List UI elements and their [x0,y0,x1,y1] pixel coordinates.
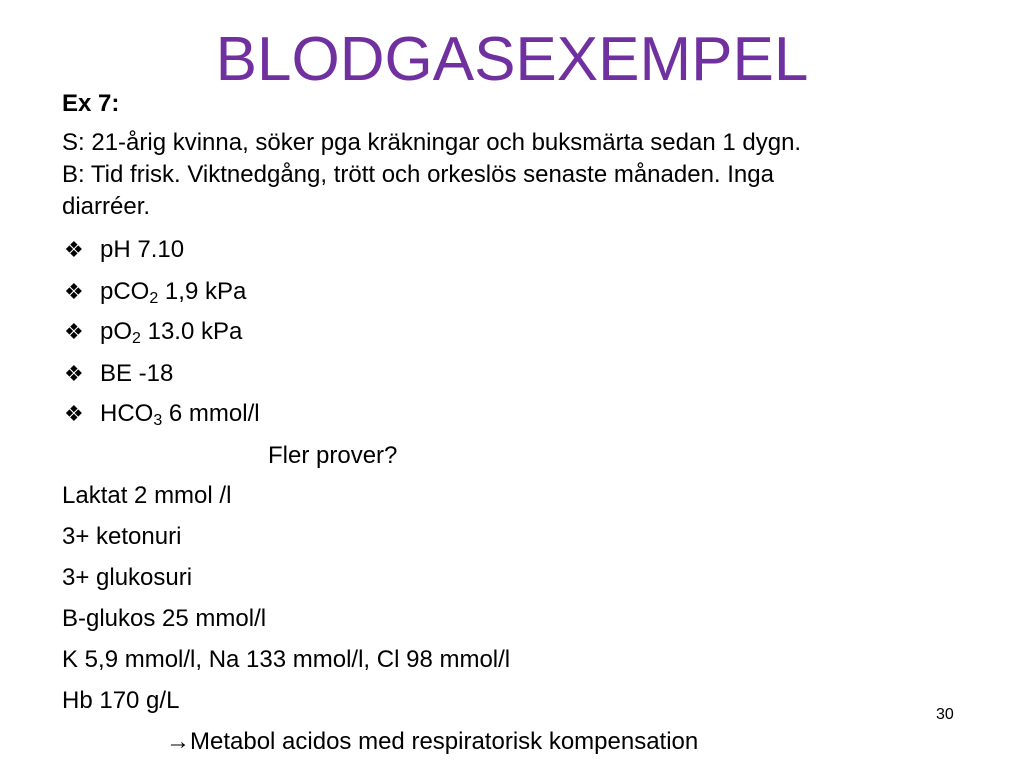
conclusion-text: Metabol acidos med respiratorisk kompensation [190,728,699,755]
case-line-history: B: Tid frisk. Viktnedgång, trött och orkeslös senaste månaden. Inga [62,161,774,188]
diamond-bullet-icon: ❖ [64,237,84,262]
lab-line-ketonuri: 3+ ketonuri [62,523,182,550]
diamond-bullet-icon: ❖ [64,361,84,386]
bullet-subscript: 3 [153,412,163,429]
bullet-value: 6 mmol/l [162,400,260,427]
lab-line-laktat: Laktat 2 mmol /l [62,482,232,509]
lab-line-glukosuri: 3+ glukosuri [62,564,193,591]
conclusion [166,726,698,758]
bullet-text: HCO [100,400,154,427]
bullet-po2 [64,316,242,348]
slide-title: BLODGASEXEMPEL [215,25,809,94]
lab-line-electrolytes: K 5,9 mmol/l, Na 133 mmol/l, Cl 98 mmol/l [62,646,511,673]
case-line-history-cont: diarréer. [62,193,151,220]
bullet-be [64,358,173,390]
bullet-value: 1,9 kPa [158,278,247,305]
bullet-subscript: 2 [149,290,159,307]
arrow-right-icon: → [166,728,190,755]
example-label: Ex 7: [62,90,120,117]
bullet-value: 13.0 kPa [140,318,243,345]
diamond-bullet-icon: ❖ [64,319,84,344]
question-text: Fler prover? [268,442,398,469]
bullet-subscript: 2 [132,330,141,347]
diamond-bullet-icon: ❖ [64,401,84,426]
bullet-text: BE -18 [100,360,174,387]
bullet-hco3 [64,398,260,430]
diamond-bullet-icon: ❖ [64,279,84,304]
page-number: 30 [936,706,954,723]
bullet-text: pO [100,318,133,345]
case-description [62,127,992,223]
lab-line-hb: Hb 170 g/L [62,687,180,714]
bullet-text: pCO [100,278,150,305]
case-line-symptoms: S: 21-årig kvinna, söker pga kräkningar och buksmärta sedan 1 dygn. [62,129,802,156]
bullet-pco2 [64,276,246,308]
lab-line-b-glukos: B-glukos 25 mmol/l [62,605,267,632]
bullet-text: pH 7.10 [100,236,185,263]
bullet-ph [64,234,184,266]
